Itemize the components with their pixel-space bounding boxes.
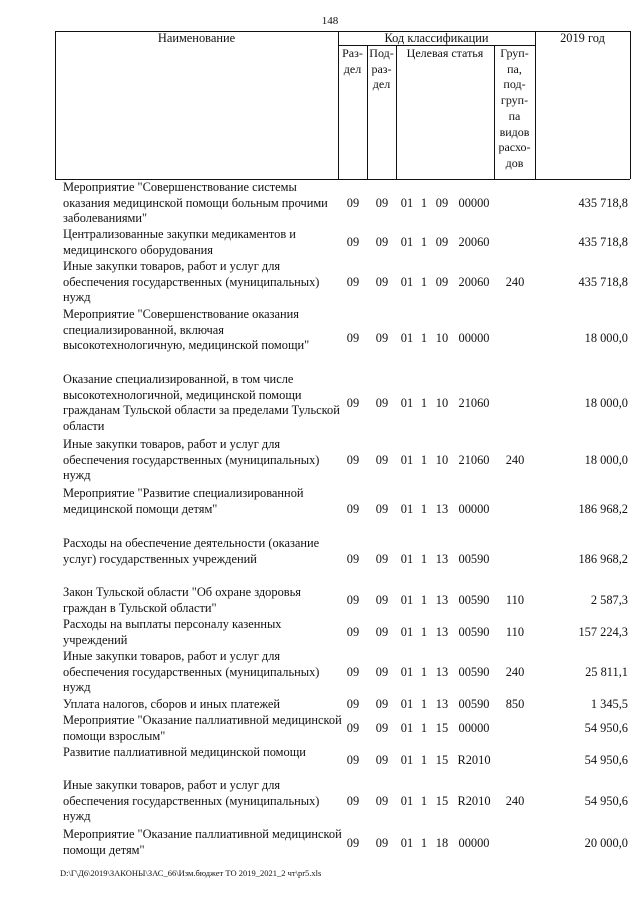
table-row (55, 372, 630, 435)
header-razdel: Раз- дел (342, 46, 363, 76)
row-target-1: 01 (400, 396, 414, 410)
row-name: Мероприятие "Оказание паллиативной медицинской помощи взрослым" (63, 713, 342, 743)
row-name: Иные закупки товаров, работ и услуг для обеспечения государственных (муниципальных) нужд (63, 437, 320, 483)
row-target-1: 01 (400, 625, 414, 639)
row-target-4: 00000 (458, 196, 490, 210)
row-target-1: 01 (400, 331, 414, 345)
row-amount: 1 345,5 (590, 697, 628, 711)
header-code-group: Код классификации (384, 31, 489, 45)
row-target-1: 01 (400, 593, 414, 607)
table-row (55, 486, 630, 534)
row-target-4: 00000 (458, 331, 490, 345)
row-target-3: 18 (435, 836, 449, 850)
row-target-1: 01 (400, 453, 414, 467)
header-year: 2019 год (560, 31, 605, 45)
table-row (55, 617, 630, 649)
row-target-3: 15 (435, 794, 449, 808)
row-razdel: 09 (346, 552, 360, 566)
row-podrazdel: 09 (375, 502, 389, 516)
row-target-1: 01 (400, 753, 414, 767)
row-target-3: 13 (435, 502, 449, 516)
row-razdel: 09 (346, 396, 360, 410)
row-podrazdel: 09 (375, 721, 389, 735)
row-name: Мероприятие "Совершенствование системы оказания медицинской помощи больным прочими заболеваниями" (63, 180, 328, 226)
row-target-1: 01 (400, 502, 414, 516)
row-amount: 54 950,6 (584, 721, 628, 735)
row-amount: 186 968,2 (578, 552, 628, 566)
row-target-4: 21060 (458, 453, 490, 467)
row-name: Оказание специализированной, в том числе высокотехнологичной, медицинской помощи гражданам Тульской области за пределами Тульской области (63, 372, 340, 433)
row-vid: 240 (505, 453, 525, 467)
row-razdel: 09 (346, 331, 360, 345)
row-target-3: 09 (435, 196, 449, 210)
row-name: Иные закупки товаров, работ и услуг для обеспечения государственных (муниципальных) нужд (63, 778, 320, 824)
row-target-2: 1 (420, 593, 428, 607)
row-target-3: 09 (435, 275, 449, 289)
row-podrazdel: 09 (375, 453, 389, 467)
row-razdel: 09 (346, 836, 360, 850)
row-target-1: 01 (400, 697, 414, 711)
header-name: Наименование (157, 31, 236, 45)
row-razdel: 09 (346, 235, 360, 249)
row-name: Расходы на обеспечение деятельности (оказание услуг) государственных учреждений (63, 536, 320, 566)
row-target-2: 1 (420, 625, 428, 639)
row-amount: 54 950,6 (584, 794, 628, 808)
row-vid: 240 (505, 794, 525, 808)
row-podrazdel: 09 (375, 753, 389, 767)
row-target-1: 01 (400, 552, 414, 566)
row-amount: 157 224,3 (578, 625, 628, 639)
row-amount: 25 811,1 (585, 665, 628, 679)
row-target-4: 20060 (458, 235, 490, 249)
table-row (55, 227, 630, 259)
row-target-3: 10 (435, 396, 449, 410)
row-podrazdel: 09 (375, 196, 389, 210)
row-name: Мероприятие "Развитие специализированной медицинской помощи детям" (63, 486, 304, 516)
row-amount: 18 000,0 (584, 396, 628, 410)
row-amount: 20 000,0 (584, 836, 628, 850)
row-razdel: 09 (346, 753, 360, 767)
row-name: Иные закупки товаров, работ и услуг для обеспечения государственных (муниципальных) нужд (63, 259, 320, 305)
table-row (55, 649, 630, 696)
row-podrazdel: 09 (375, 665, 389, 679)
row-vid: 110 (505, 625, 525, 639)
row-target-4: 00590 (458, 697, 490, 711)
row-target-2: 1 (420, 453, 428, 467)
row-vid: 850 (505, 697, 525, 711)
row-razdel: 09 (346, 453, 360, 467)
row-razdel: 09 (346, 697, 360, 711)
row-target-4: 20060 (458, 275, 490, 289)
row-target-4: 21060 (458, 396, 490, 410)
row-target-1: 01 (400, 721, 414, 735)
row-amount: 186 968,2 (578, 502, 628, 516)
row-podrazdel: 09 (375, 552, 389, 566)
row-target-2: 1 (420, 552, 428, 566)
row-razdel: 09 (346, 625, 360, 639)
row-target-1: 01 (400, 794, 414, 808)
page-number: 148 (321, 15, 339, 27)
row-name: Иные закупки товаров, работ и услуг для обеспечения государственных (муниципальных) нужд (63, 649, 320, 695)
row-target-3: 10 (435, 453, 449, 467)
row-podrazdel: 09 (375, 275, 389, 289)
row-name: Централизованные закупки медикаментов и медицинского оборудования (63, 227, 296, 257)
row-razdel: 09 (346, 721, 360, 735)
row-target-2: 1 (420, 697, 428, 711)
row-target-2: 1 (420, 721, 428, 735)
row-target-3: 13 (435, 593, 449, 607)
row-podrazdel: 09 (375, 331, 389, 345)
row-target-3: 13 (435, 665, 449, 679)
header-podrazdel: Под- раз- дел (369, 46, 394, 92)
row-target-3: 09 (435, 235, 449, 249)
row-target-3: 13 (435, 697, 449, 711)
row-razdel: 09 (346, 275, 360, 289)
row-target-1: 01 (400, 665, 414, 679)
row-amount: 2 587,3 (590, 593, 628, 607)
row-razdel: 09 (346, 502, 360, 516)
row-target-4: 00590 (458, 552, 490, 566)
row-podrazdel: 09 (375, 235, 389, 249)
row-name: Мероприятие "Совершенствование оказания специализированной, включая высокотехнологичную, медицинской помощи" (63, 307, 310, 353)
row-target-4: R2010 (457, 794, 491, 808)
row-target-2: 1 (420, 753, 428, 767)
row-vid: 110 (505, 593, 525, 607)
file-path-footer: D:\Г\Д6\2019\ЗАКОНЫ\ЗАС_66\Изм.бюджет ТО 2019_2021_2 чт\pr5.xls (60, 868, 322, 878)
row-target-4: 00000 (458, 502, 490, 516)
table-header (55, 31, 630, 179)
row-razdel: 09 (346, 794, 360, 808)
row-vid: 240 (505, 665, 525, 679)
row-target-1: 01 (400, 275, 414, 289)
row-target-1: 01 (400, 836, 414, 850)
row-name: Развитие паллиативной медицинской помощи (63, 745, 306, 759)
row-name: Расходы на выплаты персоналу казенных учреждений (63, 617, 282, 647)
row-podrazdel: 09 (375, 396, 389, 410)
row-name: Мероприятие "Оказание паллиативной медицинской помощи детям" (63, 827, 342, 857)
row-podrazdel: 09 (375, 836, 389, 850)
row-podrazdel: 09 (375, 697, 389, 711)
header-group: Груп- па, под- груп- па видов расхо- дов (498, 46, 531, 170)
row-podrazdel: 09 (375, 625, 389, 639)
table-row (55, 745, 630, 777)
row-target-2: 1 (420, 275, 428, 289)
table-row (55, 307, 630, 371)
row-amount: 435 718,8 (578, 275, 628, 289)
row-target-2: 1 (420, 836, 428, 850)
row-amount: 54 950,6 (584, 753, 628, 767)
row-target-1: 01 (400, 235, 414, 249)
table-row (55, 713, 630, 745)
row-target-2: 1 (420, 235, 428, 249)
row-target-4: 00000 (458, 836, 490, 850)
table-row (55, 827, 630, 859)
row-razdel: 09 (346, 593, 360, 607)
row-vid: 240 (505, 275, 525, 289)
row-razdel: 09 (346, 665, 360, 679)
table-row (55, 585, 630, 617)
table-row (55, 437, 630, 485)
row-amount: 435 718,8 (578, 235, 628, 249)
row-podrazdel: 09 (375, 593, 389, 607)
row-amount: 435 718,8 (578, 196, 628, 210)
row-name: Уплата налогов, сборов и иных платежей (63, 697, 281, 711)
row-amount: 18 000,0 (584, 453, 628, 467)
row-target-3: 10 (435, 331, 449, 345)
table-row (55, 778, 630, 826)
row-name: Закон Тульской области "Об охране здоровья граждан в Тульской области" (63, 585, 301, 615)
row-target-4: 00590 (458, 665, 490, 679)
row-podrazdel: 09 (375, 794, 389, 808)
row-amount: 18 000,0 (584, 331, 628, 345)
row-target-4: 00590 (458, 625, 490, 639)
row-target-3: 15 (435, 753, 449, 767)
row-target-4: 00000 (458, 721, 490, 735)
table-row (55, 259, 630, 306)
row-target-2: 1 (420, 794, 428, 808)
row-target-2: 1 (420, 196, 428, 210)
table-row (55, 180, 630, 226)
table-row (55, 697, 630, 713)
table-row (55, 536, 630, 584)
row-target-2: 1 (420, 665, 428, 679)
header-target: Целевая статья (406, 46, 484, 60)
row-razdel: 09 (346, 196, 360, 210)
row-target-2: 1 (420, 502, 428, 516)
row-target-2: 1 (420, 396, 428, 410)
row-target-3: 13 (435, 552, 449, 566)
row-target-3: 15 (435, 721, 449, 735)
row-target-2: 1 (420, 331, 428, 345)
row-target-4: R2010 (457, 753, 491, 767)
row-target-3: 13 (435, 625, 449, 639)
row-target-4: 00590 (458, 593, 490, 607)
row-target-1: 01 (400, 196, 414, 210)
